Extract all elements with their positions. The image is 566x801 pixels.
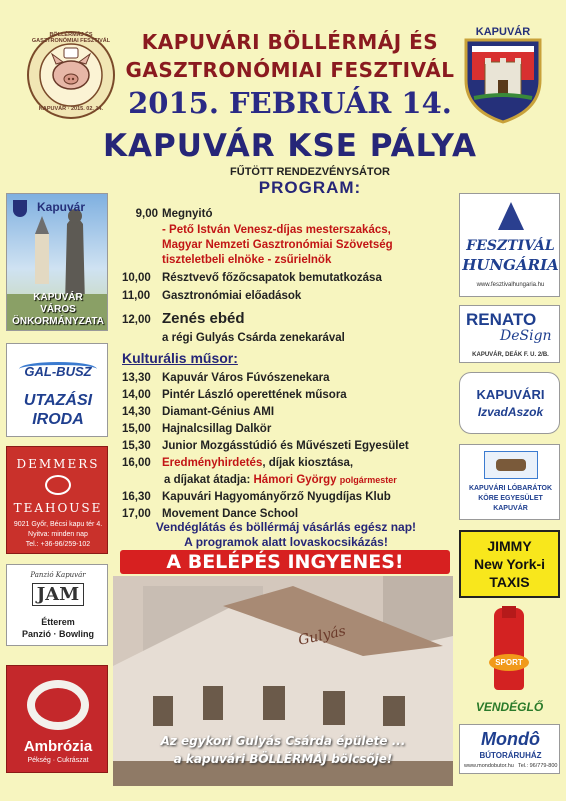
kapuvar-shield-icon <box>13 200 27 217</box>
festival-venue: KAPUVÁR KSE PÁLYA <box>102 128 478 164</box>
photo-caption-line1: Az egykori Gulyás Csárda épülete ... <box>160 734 406 748</box>
demmers-open: Nyitva: minden nap <box>28 531 88 538</box>
kapuvar-line1: KAPUVÁR <box>33 292 83 303</box>
izvad-line2: IzvadAszok <box>477 405 544 419</box>
fh-line2: HUNGÁRIA <box>462 256 559 274</box>
schedule-time: 14,00 <box>122 389 151 401</box>
schedule-text: Résztvevő főzőcsapatok bemutatkozása <box>162 272 382 284</box>
bread-icon-inner <box>35 688 81 722</box>
schedule-time: 17,00 <box>122 508 151 520</box>
sponsor-demmers <box>6 446 108 554</box>
sponsor-sport-vendeglo <box>459 606 560 720</box>
schedule-item <box>122 272 382 284</box>
jimmy-line1: JIMMY <box>487 538 532 554</box>
schedule-text: Junior Mozgásstúdió és Művészeti Egyesület <box>162 440 409 452</box>
schedule-text: Zenés ebéd <box>162 310 245 327</box>
galbusz-line1: UTAZÁSI <box>23 392 93 409</box>
schedule-item <box>122 440 409 452</box>
schedule-subline: Magyar Nemzeti Gasztronómiai Szövetség <box>162 239 393 251</box>
schedule-item <box>122 372 329 384</box>
schedule-time: 15,00 <box>122 423 151 435</box>
schedule-text: Gasztronómiai előadások <box>162 290 302 302</box>
demmers-bottom: TEAHOUSE <box>13 501 103 515</box>
izvad-line1: KAPUVÁRI <box>476 387 545 402</box>
schedule-time: 9,00 <box>135 208 158 220</box>
schedule-subline: a régi Gulyás Csárda zenekarával <box>162 332 345 344</box>
schedule-text: Hajnalcsillag Dalkör <box>162 423 272 435</box>
schedule-text: Movement Dance School <box>162 508 299 520</box>
horse-icon <box>496 459 526 471</box>
jam-line2: Panzió · Bowling <box>22 629 94 639</box>
fh-line1: FESZTIVÁL <box>466 238 555 254</box>
mondo-tel: Tel.: 96/779-800 <box>518 763 558 769</box>
sponsor-ambrozia <box>6 665 108 773</box>
sponsor-izvadaszok <box>459 372 560 434</box>
demmers-teapot-icon <box>45 475 71 495</box>
demmers-tel: Tel.: +36-96/259-102 <box>25 541 91 548</box>
schedule-item <box>122 406 274 418</box>
jam-top: Panzió Kapuvár <box>30 571 86 579</box>
schedule-item <box>122 208 212 220</box>
schedule-item <box>122 310 245 327</box>
mondo-url: www.mondobutor.hu <box>464 763 514 769</box>
schedule-sub-role: polgármester <box>339 475 397 485</box>
horse-line3: KAPUVÁR <box>493 505 528 512</box>
horse-line2: KÖRE EGYESÜLET <box>478 495 543 502</box>
jam-logo: JAM <box>32 583 84 606</box>
schedule-item <box>122 423 271 435</box>
schedule-item <box>122 389 347 401</box>
schedule-subline: - Pető István Venesz-díjas mesterszakács, <box>162 224 391 236</box>
schedule-item <box>122 491 391 503</box>
culture-title: Kulturális műsor: <box>122 350 238 366</box>
sponsor-kapuvar-city <box>6 193 108 331</box>
schedule-time: 16,00 <box>122 457 151 469</box>
sport-badge: SPORT <box>489 654 529 671</box>
kapuvar-line2: VÁROS <box>40 304 76 315</box>
coat-of-arms <box>460 28 546 124</box>
festival-date: 2015. FEBRUÁR 14. <box>128 86 452 120</box>
renato-sub: DeSign <box>500 328 552 344</box>
horse-line1: KAPUVÁRI LÓBARÁTOK <box>468 485 553 492</box>
schedule-subline: tiszteletbeli elnöke - zsűrielnök <box>162 254 332 266</box>
schedule-time: 13,30 <box>122 372 151 384</box>
sponsor-mondo <box>459 724 560 774</box>
schedule-sub-text: a díjakat átadja: <box>164 474 251 486</box>
galbusz-line2: IRODA <box>32 411 84 428</box>
carriage-note: A programok alatt lovaskocsikázás! <box>184 535 388 549</box>
demmers-top: DEMMERS <box>16 457 100 471</box>
ambrozia-name: Ambrózia <box>23 738 93 755</box>
mondo-name: Mondô <box>481 729 540 749</box>
catering-note: Vendéglátás és böllérmáj vásárlás egész nap! <box>155 520 417 534</box>
building-sign: Gulyás <box>296 623 348 649</box>
renato-address: KAPUVÁR, DEÁK F. U. 2/B. <box>472 352 549 358</box>
mondo-sub: BÚTORÁRUHÁZ <box>479 751 542 760</box>
sponsor-jam <box>6 564 108 646</box>
heated-tent-label: FŰTÖTT RENDEZVÉNYSÁTOR <box>230 166 390 178</box>
sponsor-jimmy-taxi <box>459 530 560 598</box>
schedule-time: 15,30 <box>122 440 151 452</box>
schedule-text: Kapuvár Város Fúvószenekara <box>162 372 330 384</box>
kapuvar-small-label: Kapuvár <box>37 200 86 214</box>
kapuvar-line3: ÖNKORMÁNYZATA <box>12 316 104 327</box>
sponsor-loborat <box>459 444 560 520</box>
photo-caption-line2: a kapuvári BÖLLÉRMÁJ bölcsője! <box>173 752 393 766</box>
schedule-item <box>122 508 298 520</box>
schedule-time: 16,30 <box>122 491 151 503</box>
schedule-item <box>122 457 353 469</box>
schedule-text-highlight: Eredményhirdetés <box>162 457 263 469</box>
sport-name: VENDÉGLŐ <box>475 700 544 714</box>
schedule-text: Diamant-Génius AMI <box>162 406 275 418</box>
jam-line1: Étterem <box>41 617 75 627</box>
ambrozia-sub: Pékség · Cukrászat <box>27 757 89 764</box>
sponsor-fesztival-hungaria <box>459 193 560 297</box>
schedule-text: , díjak kiosztása, <box>262 457 354 469</box>
jimmy-line3: TAXIS <box>489 574 530 590</box>
fh-url: www.fesztivalhungaria.hu <box>476 282 545 288</box>
festival-logo <box>26 30 116 120</box>
festival-logo-ring-text: BÖLLÉRMÁJ ÉS GASZTRONÓMIAI FESZTIVÁL <box>31 32 111 44</box>
schedule-subline <box>164 474 397 486</box>
schedule-item <box>122 290 301 302</box>
schedule-sub-highlight: Hámori György <box>253 474 337 486</box>
schedule-time: 14,30 <box>122 406 151 418</box>
bottle-neck-icon <box>502 606 516 618</box>
schedule-text: Megnyitó <box>162 208 213 220</box>
schedule-time: 10,00 <box>122 272 151 284</box>
bottle-icon <box>494 608 524 690</box>
galbusz-logo: GAL-BUSZ <box>24 364 92 379</box>
schedule-time: 11,00 <box>122 290 151 302</box>
free-entry-banner: A BELÉPÉS INGYENES! <box>120 550 450 574</box>
tent-icon <box>498 202 524 230</box>
coat-of-arms-label: KAPUVÁR <box>475 26 531 38</box>
schedule-text: Kapuvári Hagyományőrző Nyugdíjas Klub <box>162 491 391 503</box>
festival-logo-bottom-text: KAPUVÁR · 2015. 02. 14. <box>38 106 104 112</box>
jimmy-line2: New York-i <box>473 556 546 572</box>
festival-title-line1: KAPUVÁRI BÖLLÉRMÁJ ÉS <box>141 30 439 54</box>
demmers-address: 9021 Győr, Bécsi kapu tér 4. <box>13 521 103 528</box>
sponsor-renato <box>459 305 560 363</box>
sponsor-galbusz <box>6 343 108 437</box>
schedule-text: Pintér László operettének műsora <box>162 389 347 401</box>
renato-name: RENATO <box>466 310 537 329</box>
schedule-time: 12,00 <box>122 314 151 326</box>
program-title: PROGRAM: <box>258 178 362 197</box>
festival-title-line2: GASZTRONÓMIAI FESZTIVÁL <box>125 58 455 82</box>
